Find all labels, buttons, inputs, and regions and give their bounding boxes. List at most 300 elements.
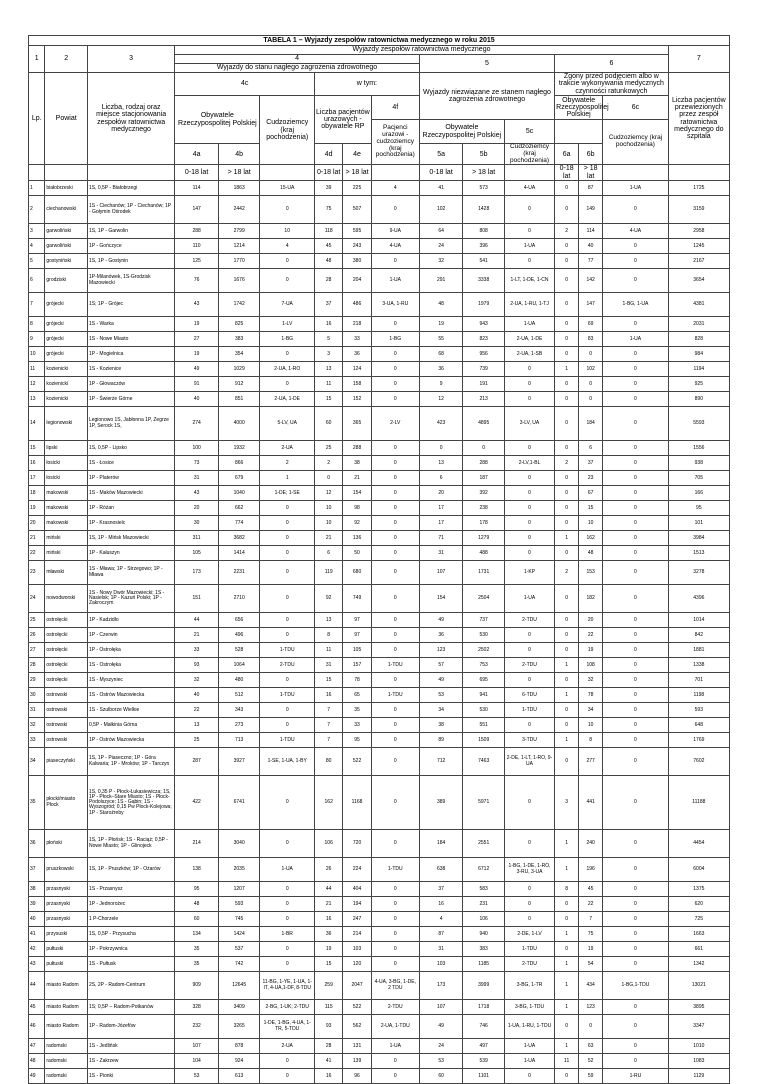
cell-c10: 32 (419, 254, 463, 269)
cell-c13: 0 (555, 1069, 579, 1084)
cell-c13: 0 (555, 181, 579, 196)
cell-c15: 0 (603, 658, 669, 673)
col-num-2: 2 (45, 46, 88, 73)
cell-c16: 648 (668, 718, 729, 733)
cell-c5: 924 (218, 1054, 259, 1069)
cell-c11: 7463 (463, 748, 504, 776)
cell-c3: 1P - Kadzidło (87, 613, 174, 628)
cell-c10: 68 (419, 347, 463, 362)
cell-c10: 57 (419, 658, 463, 673)
cell-c3: 1S - Łosice (87, 456, 174, 471)
cell-c8: 218 (343, 317, 371, 332)
table-row (29, 293, 730, 317)
cell-c9: 1-TDU (371, 858, 419, 882)
cell-c13: 0 (555, 377, 579, 392)
table-row (29, 501, 730, 516)
cell-c11: 213 (463, 392, 504, 407)
cell-c7: 0 (315, 471, 343, 486)
cell-c8: 157 (343, 658, 371, 673)
cell-c7: 36 (315, 927, 343, 942)
cell-c16: 842 (668, 628, 729, 643)
cell-c15: 0 (603, 748, 669, 776)
cell-c9: 4-UA (371, 239, 419, 254)
cell-c8: 38 (343, 456, 371, 471)
cell-c9: 1-UA (371, 1039, 419, 1054)
cell-c15: 0 (603, 1054, 669, 1069)
cell-c7: 80 (315, 748, 343, 776)
table-row (29, 224, 730, 239)
cell-c1: 22 (29, 546, 45, 561)
cell-c3: 1P - Pokrzywnica (87, 942, 174, 957)
cell-c14: 102 (579, 362, 603, 377)
cell-c8: 522 (343, 748, 371, 776)
cell-c9: 0 (371, 254, 419, 269)
cell-c6: 2-UA, 1-DE (260, 392, 315, 407)
cell-c10: 638 (419, 858, 463, 882)
cell-c6: 1-UA (260, 858, 315, 882)
cell-c10: 24 (419, 239, 463, 254)
cell-c10: 9 (419, 377, 463, 392)
age-4b: > 18 lat (218, 165, 259, 181)
table-row (29, 377, 730, 392)
cell-c6: 2-UA, 1-RO (260, 362, 315, 377)
cell-c16: 95 (668, 501, 729, 516)
cell-c5: 3927 (218, 748, 259, 776)
cell-c11: 4895 (463, 407, 504, 441)
cell-c4: 287 (175, 748, 219, 776)
header-liczba-rp: Liczba pacjentów urazowych - obywatele RP (315, 96, 372, 144)
cell-c16: 890 (668, 392, 729, 407)
cell-c15: 0 (603, 407, 669, 441)
cell-c8: 97 (343, 613, 371, 628)
header-wyjazdy: Wyjazdy zespołów ratownictwa medycznego (175, 46, 668, 55)
cell-c6: 0 (260, 673, 315, 688)
cell-c4: 134 (175, 927, 219, 942)
cell-c9: 3-UA, 1-RU (371, 293, 419, 317)
cell-c10: 184 (419, 830, 463, 858)
cell-c15: 4-UA (603, 224, 669, 239)
col-num-7: 7 (668, 46, 729, 73)
cell-c7: 26 (315, 858, 343, 882)
cell-c10: 48 (419, 293, 463, 317)
cell-c7: 28 (315, 1039, 343, 1054)
cell-c15: 0 (603, 703, 669, 718)
cell-c12: 4-UA (504, 181, 554, 196)
cell-c7: 11 (315, 643, 343, 658)
cell-c2: pruszkowski (45, 858, 88, 882)
table-row (29, 613, 730, 628)
col-num-3: 3 (87, 46, 174, 73)
cell-c13: 0 (555, 239, 579, 254)
cell-c5: 4000 (218, 407, 259, 441)
cell-c2: grójecki (45, 332, 88, 347)
table-row (29, 239, 730, 254)
cell-c8: 33 (343, 718, 371, 733)
cell-c7: 6 (315, 546, 343, 561)
table-body (29, 181, 730, 1084)
cell-c8: 1168 (343, 776, 371, 830)
cell-c4: 19 (175, 347, 219, 362)
cell-c3: 1S, 0,5P - Lipsko (87, 441, 174, 456)
cell-c12: 0 (504, 1069, 554, 1084)
cell-c2: pułtuski (45, 957, 88, 972)
table-row (29, 516, 730, 531)
cell-c15: 0 (603, 269, 669, 293)
cell-c16: 2031 (668, 317, 729, 332)
age-4d: 0-18 lat (315, 165, 343, 181)
cell-c4: 328 (175, 1000, 219, 1015)
cell-c12: 1-BG, 1-DE, 1-RO, 3-RU, 3-UA (504, 858, 554, 882)
cell-c5: 1424 (218, 927, 259, 942)
cell-c15: 0 (603, 688, 669, 703)
cell-c5: 774 (218, 516, 259, 531)
cell-c4: 147 (175, 196, 219, 224)
cell-c2: płoński (45, 830, 88, 858)
cell-c16: 828 (668, 332, 729, 347)
cell-c14: 277 (579, 748, 603, 776)
cell-c10: 64 (419, 224, 463, 239)
cell-c7: 13 (315, 613, 343, 628)
cell-c15: 0 (603, 441, 669, 456)
cell-c9: 0 (371, 377, 419, 392)
cell-c9: 4-UA, 3-BG, 1-DE, 2 TDU (371, 972, 419, 1000)
cell-c8: 152 (343, 392, 371, 407)
cell-c9: 9-UA (371, 224, 419, 239)
cell-c5: 1214 (218, 239, 259, 254)
cell-c1: 16 (29, 456, 45, 471)
cell-c2: ostrowski (45, 733, 88, 748)
cell-c2: przysuski (45, 927, 88, 942)
cell-c1: 35 (29, 776, 45, 830)
cell-c2: radomski (45, 1054, 88, 1069)
cell-c12: 0 (504, 196, 554, 224)
cell-c16: 4381 (668, 293, 729, 317)
cell-c6: 4 (260, 239, 315, 254)
cell-c1: 48 (29, 1054, 45, 1069)
cell-c7: 10 (315, 501, 343, 516)
cell-c4: 422 (175, 776, 219, 830)
cell-c13: 1 (555, 1000, 579, 1015)
cell-c15: 1-UA (603, 181, 669, 196)
cell-c12: 0 (504, 224, 554, 239)
cell-c8: 214 (343, 927, 371, 942)
cell-c5: 528 (218, 643, 259, 658)
cell-c9: 0 (371, 942, 419, 957)
cell-c1: 13 (29, 392, 45, 407)
cell-c4: 909 (175, 972, 219, 1000)
cell-c3: 1S - Pułtusk (87, 957, 174, 972)
cell-c12: 0 (504, 673, 554, 688)
cell-c3: 1S - Ostrów Mazowiecka (87, 688, 174, 703)
cell-c6: 2-BG, 1-UK; 2-TDU (260, 1000, 315, 1015)
cell-c13: 0 (555, 628, 579, 643)
table-row (29, 957, 730, 972)
cell-c6: 1-TDU (260, 733, 315, 748)
cell-c1: 39 (29, 897, 45, 912)
cell-c10: 423 (419, 407, 463, 441)
cell-c15: 0 (603, 927, 669, 942)
cell-c3: 1S - Mława; 1P - Strzegowo; 1P - Mława (87, 561, 174, 585)
cell-c3: 1S - Szulborze Wielkie (87, 703, 174, 718)
cell-c10: 60 (419, 1069, 463, 1084)
cell-c4: 73 (175, 456, 219, 471)
cell-c5: 1932 (218, 441, 259, 456)
cell-c16: 1556 (668, 441, 729, 456)
cell-c8: 120 (343, 957, 371, 972)
cell-c11: 2551 (463, 830, 504, 858)
cell-c12: 1-UA (504, 239, 554, 254)
cell-c11: 530 (463, 628, 504, 643)
cell-c4: 43 (175, 486, 219, 501)
cell-c10: 34 (419, 703, 463, 718)
cell-c10: 20 (419, 486, 463, 501)
cell-c2: ostrowski (45, 688, 88, 703)
cell-c8: 124 (343, 362, 371, 377)
table-row (29, 942, 730, 957)
cell-c8: 158 (343, 377, 371, 392)
cell-c16: 1881 (668, 643, 729, 658)
cell-c12: 2-TDU (504, 613, 554, 628)
cell-c9: 0 (371, 927, 419, 942)
cell-c12: 3-BG, 1-TR (504, 972, 554, 1000)
cell-c3: 1P - Ostrów Mazowiecka (87, 733, 174, 748)
cell-c10: 37 (419, 882, 463, 897)
cell-c12: 0 (504, 501, 554, 516)
cell-c13: 1 (555, 957, 579, 972)
cell-c6: 0 (260, 776, 315, 830)
cell-c2: ostrołęcki (45, 658, 88, 673)
cell-c10: 17 (419, 501, 463, 516)
cell-c8: 95 (343, 733, 371, 748)
cell-c6: 0 (260, 628, 315, 643)
cell-c14: 147 (579, 293, 603, 317)
cell-c6: 2-UA (260, 441, 315, 456)
cell-c15: 0 (603, 362, 669, 377)
cell-c4: 114 (175, 181, 219, 196)
table-row (29, 718, 730, 733)
cell-c13: 0 (555, 748, 579, 776)
cell-c1: 43 (29, 957, 45, 972)
table-row (29, 181, 730, 196)
cell-c1: 29 (29, 673, 45, 688)
cell-c7: 37 (315, 293, 343, 317)
cell-c6: 10 (260, 224, 315, 239)
cell-c15: 0 (603, 317, 669, 332)
cell-c13: 0 (555, 643, 579, 658)
cell-c5: 1742 (218, 293, 259, 317)
cell-c4: 35 (175, 957, 219, 972)
cell-c11: 187 (463, 471, 504, 486)
cell-c11: 808 (463, 224, 504, 239)
cell-c4: 35 (175, 942, 219, 957)
cell-c12: 0 (504, 516, 554, 531)
cell-c2: grójecki (45, 293, 88, 317)
cell-c15: 1-RU (603, 1069, 669, 1084)
table-row (29, 1069, 730, 1084)
table-row (29, 546, 730, 561)
cell-c6: 0 (260, 882, 315, 897)
cell-c6: 1-TDU (260, 688, 315, 703)
cell-c13: 0 (555, 392, 579, 407)
header-obywatele-4: Obywatele Rzeczypospolitej Polskiej (175, 96, 260, 144)
cell-c14: 19 (579, 942, 603, 957)
cell-c12: 1-KP (504, 561, 554, 585)
cell-c12: 0 (504, 643, 554, 658)
cell-c1: 37 (29, 858, 45, 882)
cell-c14: 196 (579, 858, 603, 882)
cell-c10: 53 (419, 1054, 463, 1069)
cell-c3: 1P - Radom-Józefów (87, 1015, 174, 1039)
cell-c14: 22 (579, 897, 603, 912)
cell-c5: 2799 (218, 224, 259, 239)
cell-c8: 36 (343, 347, 371, 362)
cell-c11: 3338 (463, 269, 504, 293)
cell-c11: 539 (463, 1054, 504, 1069)
cell-c3: 1P-Milanówek, 1S-Grodzisk Mazowiecki (87, 269, 174, 293)
cell-c15: 0 (603, 613, 669, 628)
cell-c2: radomski (45, 1069, 88, 1084)
cell-c5: 593 (218, 897, 259, 912)
cell-c12: 1-TDU (504, 703, 554, 718)
cell-c9: 0 (371, 748, 419, 776)
cell-c13: 8 (555, 882, 579, 897)
cell-c7: 60 (315, 407, 343, 441)
cell-c4: 288 (175, 224, 219, 239)
cell-c12: 1-UA (504, 1054, 554, 1069)
cell-c12: 2-LV,1-BL (504, 456, 554, 471)
cell-c3: 1P - Głowaczów (87, 377, 174, 392)
cell-c16: 1375 (668, 882, 729, 897)
cell-c10: 291 (419, 269, 463, 293)
cell-c14: 40 (579, 239, 603, 254)
cell-c12: 0 (504, 471, 554, 486)
cell-c15: 1-BG, 1-UA (603, 293, 669, 317)
cell-c13: 1 (555, 858, 579, 882)
cell-c10: 55 (419, 332, 463, 347)
cell-c3: 1S - Warka (87, 317, 174, 332)
cell-c7: 3 (315, 347, 343, 362)
cell-c15: 0 (603, 196, 669, 224)
cell-c6: 0 (260, 957, 315, 972)
header-4a: 4a (175, 144, 219, 165)
cell-c1: 3 (29, 224, 45, 239)
cell-c14: 19 (579, 643, 603, 658)
cell-c11: 583 (463, 882, 504, 897)
cell-c8: 92 (343, 516, 371, 531)
cell-c8: 204 (343, 269, 371, 293)
cell-c5: 3040 (218, 830, 259, 858)
cell-c12: 1-TDU (504, 942, 554, 957)
cell-c6: 0 (260, 196, 315, 224)
cell-c10: 389 (419, 776, 463, 830)
cell-c15: 0 (603, 733, 669, 748)
cell-c1: 34 (29, 748, 45, 776)
cell-c6: 1-DE, 1-BG, 4-UA, 1-TR, 5-TDU (260, 1015, 315, 1039)
cell-c1: 9 (29, 332, 45, 347)
cell-c8: 194 (343, 897, 371, 912)
cell-c11: 238 (463, 501, 504, 516)
cell-c7: 115 (315, 1000, 343, 1015)
cell-c6: 1-LV (260, 317, 315, 332)
cell-c15: 0 (603, 830, 669, 858)
cell-c9: 0 (371, 471, 419, 486)
cell-c1: 32 (29, 718, 45, 733)
cell-c8: 78 (343, 673, 371, 688)
cell-c13: 2 (555, 224, 579, 239)
cell-c11: 106 (463, 912, 504, 927)
cell-c14: 184 (579, 407, 603, 441)
cell-c4: 21 (175, 628, 219, 643)
cell-c3: 1S - Ciechanów; 1P - Ciechanów; 1P - Gołymin Ośrodek (87, 196, 174, 224)
cell-c5: 613 (218, 1069, 259, 1084)
header-6b: 6b (579, 144, 603, 165)
cell-c8: 595 (343, 224, 371, 239)
cell-c4: 20 (175, 501, 219, 516)
cell-c10: 89 (419, 733, 463, 748)
cell-c6: 0 (260, 830, 315, 858)
cell-c9: 0 (371, 882, 419, 897)
cell-c6: 0 (260, 531, 315, 546)
cell-c1: 40 (29, 912, 45, 927)
cell-c2: przasnyski (45, 912, 88, 927)
cell-c12: 1-UA (504, 1039, 554, 1054)
table-row (29, 643, 730, 658)
cell-c12: 2-TDU (504, 957, 554, 972)
cell-c11: 497 (463, 1039, 504, 1054)
cell-c1: 21 (29, 531, 45, 546)
cell-c1: 19 (29, 501, 45, 516)
cell-c13: 0 (555, 486, 579, 501)
table-row (29, 347, 730, 362)
cell-c10: 41 (419, 181, 463, 196)
table-row (29, 486, 730, 501)
cell-c10: 107 (419, 561, 463, 585)
cell-c5: 3265 (218, 1015, 259, 1039)
cell-c16: 1513 (668, 546, 729, 561)
col-num-1: 1 (29, 46, 45, 73)
header-powiat: Powiat (45, 73, 88, 165)
cell-c2: przasnyski (45, 882, 88, 897)
cell-c5: 12645 (218, 972, 259, 1000)
cell-c15: 0 (603, 628, 669, 643)
cell-c15: 0 (603, 456, 669, 471)
cell-c14: 0 (579, 392, 603, 407)
cell-c1: 46 (29, 1015, 45, 1039)
cell-c3: 1P - Czerwin (87, 628, 174, 643)
cell-c5: 851 (218, 392, 259, 407)
cell-c7: 12 (315, 486, 343, 501)
cell-c8: 404 (343, 882, 371, 897)
cell-c5: 2231 (218, 561, 259, 585)
cell-c13: 0 (555, 613, 579, 628)
cell-c3: 1S - Myszyniec (87, 673, 174, 688)
cell-c7: 75 (315, 196, 343, 224)
header-cudzoziemcy-6: Cudzoziemcy (kraj pochodzenia) (603, 120, 669, 165)
header-pacjenci-urazowi: Pacjenci urazowi - cudzoziemcy (kraj pochodzenia) (371, 120, 419, 165)
cell-c12: 0 (504, 912, 554, 927)
cell-c3: 1P - Świerże Górne (87, 392, 174, 407)
cell-c3: 1 P-Chorzele (87, 912, 174, 927)
cell-c8: 486 (343, 293, 371, 317)
table-row (29, 912, 730, 927)
cell-c9: 1-UA (371, 269, 419, 293)
cell-c2: piaseczyński (45, 748, 88, 776)
cell-c2: białobrzeski (45, 181, 88, 196)
cell-c1: 5 (29, 254, 45, 269)
cell-c13: 0 (555, 501, 579, 516)
cell-c13: 1 (555, 362, 579, 377)
cell-c7: 28 (315, 269, 343, 293)
